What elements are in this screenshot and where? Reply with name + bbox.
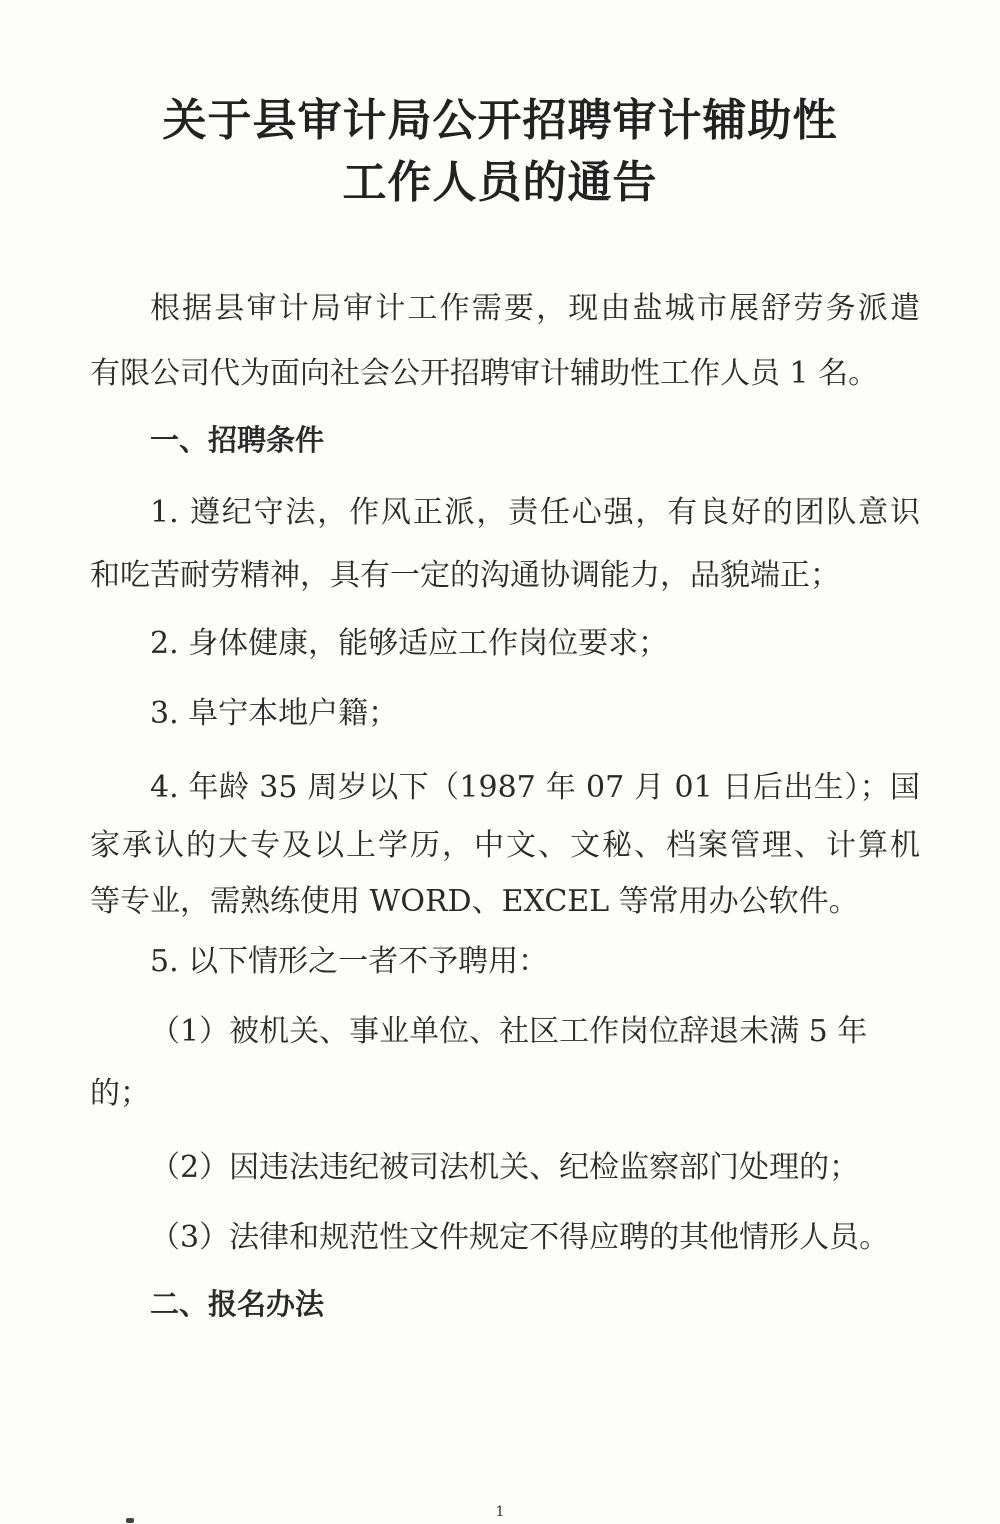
- scan-speck: [126, 1518, 134, 1523]
- section-heading-recruitment-conditions: 一、招聘条件: [150, 423, 325, 457]
- section-heading-registration-method: 二、报名办法: [150, 1287, 325, 1321]
- condition-5: 5. 以下情形之一者不予聘用：: [150, 944, 549, 979]
- intro-paragraph-line-2: 有限公司代为面向社会公开招聘审计辅助性工作人员 1 名。: [90, 356, 879, 391]
- exclusion-1-line-2: 的；: [90, 1076, 150, 1111]
- condition-1-line-2: 和吃苦耐劳精神，具有一定的沟通协调能力，品貌端正；: [90, 558, 840, 593]
- condition-4-line-2: 家承认的大专及以上学历，中文、文秘、档案管理、计算机: [90, 828, 920, 863]
- document-title-line-1: 关于县审计局公开招聘审计辅助性: [162, 95, 838, 146]
- condition-3: 3. 阜宁本地户籍；: [150, 696, 399, 731]
- condition-4-line-3: 等专业，需熟练使用 WORD、EXCEL 等常用办公软件。: [90, 884, 859, 919]
- exclusion-2: （2）因违法违纪被司法机关、纪检监察部门处理的；: [150, 1150, 860, 1185]
- intro-paragraph-line-1: 根据县审计局审计工作需要，现由盐城市展舒劳务派遣: [150, 291, 920, 326]
- condition-2: 2. 身体健康，能够适应工作岗位要求；: [150, 626, 669, 661]
- page-number: 1: [495, 1504, 505, 1520]
- document-title-line-2: 工作人员的通告: [342, 157, 658, 208]
- exclusion-1-line-1: （1）被机关、事业单位、社区工作岗位辞退未满 5 年: [150, 1014, 868, 1049]
- condition-4-line-1: 4. 年龄 35 周岁以下（1987 年 07 月 01 日后出生）；国: [150, 770, 920, 805]
- condition-1-line-1: 1. 遵纪守法，作风正派，责任心强，有良好的团队意识: [150, 495, 920, 530]
- exclusion-3: （3）法律和规范性文件规定不得应聘的其他情形人员。: [150, 1220, 890, 1255]
